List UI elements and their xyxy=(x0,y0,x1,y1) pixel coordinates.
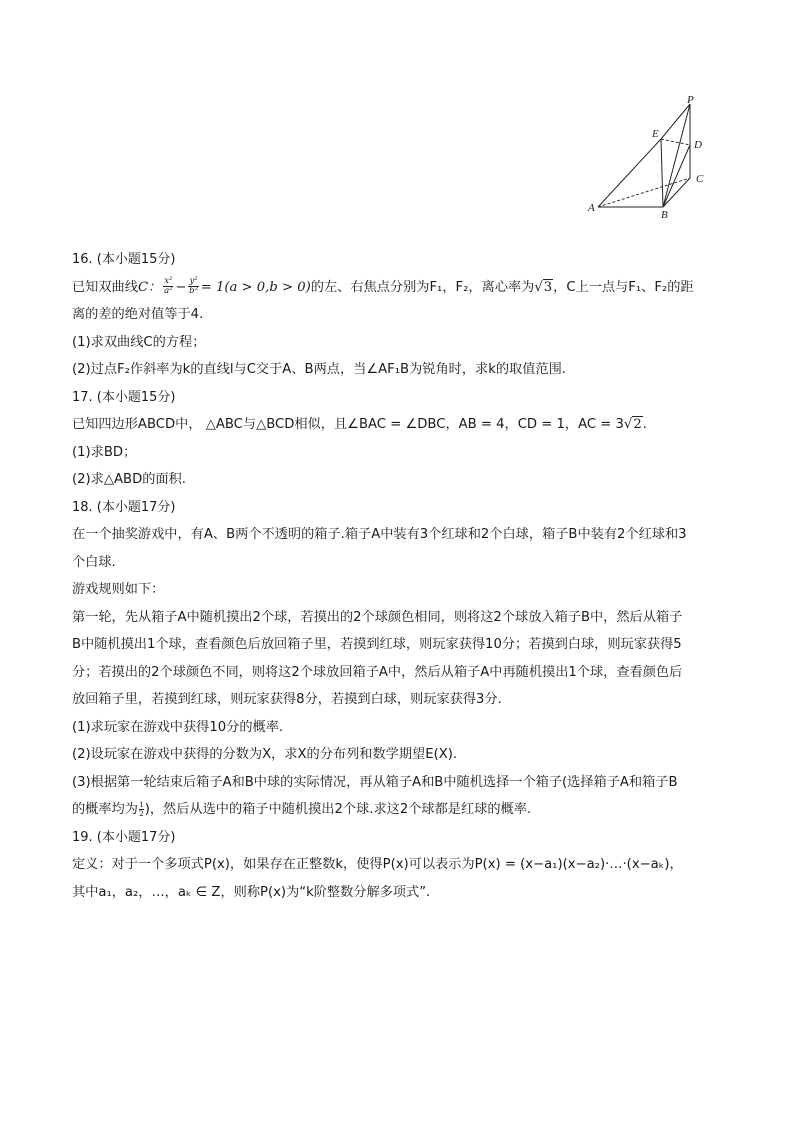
p17-stem-a: 已知四边形ABCD中， △ABC与△BCD相似，且∠BAC = ∠DBC，AB = 4，CD = 1，AC = 3 xyxy=(72,417,624,432)
p16-curve-name: C： xyxy=(137,279,162,295)
p16-sqrt: √3 xyxy=(534,279,553,295)
label-C: C xyxy=(696,173,704,185)
problem-18-line7: 放回箱子里，若摸到红球，则玩家获得8分，若摸到白球，则玩家获得3分. xyxy=(72,692,502,707)
problem-17-q1: (1)求BD； xyxy=(72,444,137,460)
problem-content xyxy=(72,246,724,906)
problem-18-q2: (2)设玩家在游戏中获得的分数为X，求X的分布列和数学期望E(X). xyxy=(72,747,458,762)
p16-minus: − xyxy=(175,279,187,295)
p17-sqrt: √2 xyxy=(623,417,642,432)
p18-q3-c: )，然后从选中的箱子中随机摸出2个球.求这2个球都是红球的概率. xyxy=(144,802,532,817)
p18-q3-b: 的概率均为 xyxy=(72,802,138,817)
problem-18-q1: (1)求玩家在游戏中获得10分的概率. xyxy=(72,719,284,735)
problem-18-header: 18. (本小题17分) xyxy=(72,499,176,515)
label-A: A xyxy=(588,202,595,214)
p16-stem-a: 已知双曲线 xyxy=(72,279,138,295)
problem-16-stem xyxy=(72,274,724,302)
p16-frac-y-num: y² xyxy=(189,276,198,286)
problem-19-line2: 其中a₁，a₂，…，aₖ ∈ Z，则称P(x)为“k阶整数分解多项式”. xyxy=(72,884,431,900)
p17-stem-end: . xyxy=(642,417,647,432)
p18-q3-frac-num: 1 xyxy=(138,799,144,809)
problem-18-q3-line2 xyxy=(72,796,724,824)
problem-18-q3-line1: (3)根据第一轮结束后箱子A和B中球的实际情况，再从箱子A和B中随机选择一个箱子(选择箱子A和箱子B xyxy=(72,774,678,790)
problem-17-q2: (2)求△ABD的面积. xyxy=(72,472,186,487)
p17-sqrt-value: 2 xyxy=(633,417,642,432)
problem-18-line4: 第一轮，先从箱子A中随机摸出2个球，若摸出的2个球颜色相同，则将这2个球放入箱子B中，然后从箱子 xyxy=(72,609,683,625)
problem-19-header: 19. (本小题17分) xyxy=(72,829,176,845)
p16-frac-y xyxy=(188,277,198,296)
p16-equation: = 1(a > 0,b > 0) xyxy=(200,279,311,295)
problem-18-line5: B中随机摸出1个球，查看颜色后放回箱子里，若摸到红球，则玩家获得10分；若摸到白球，则玩家获得5 xyxy=(72,637,682,652)
p18-q3-frac xyxy=(139,801,144,818)
problem-16-header: 16. (本小题15分) xyxy=(72,252,176,267)
p16-frac-x xyxy=(163,277,173,296)
p18-q3-frac-den: 2 xyxy=(138,808,144,818)
problem-17-stem xyxy=(72,411,724,439)
problem-18-line1: 在一个抽奖游戏中，有A、B两个不透明的箱子.箱子A中装有3个红球和2个白球，箱子B中装有2个红球和3 xyxy=(72,527,687,542)
problem-16-q2: (2)过点F₂作斜率为k的直线l与C交于A、B两点，当∠AF₁B为锐角时，求k的取值范围. xyxy=(72,362,566,377)
geometry-figure xyxy=(586,94,716,218)
problem-16-stem-line2: 离的差的绝对值等于4. xyxy=(72,307,204,322)
p16-sqrt-value: 3 xyxy=(543,279,553,295)
problem-16-q1: (1)求双曲线C的方程； xyxy=(72,334,206,350)
problem-18-line2: 个白球. xyxy=(72,554,116,570)
problem-18-line6: 分；若摸出的2个球颜色不同，则将这2个球放回箱子A中，然后从箱子A中再随机摸出1个球，查看颜色后 xyxy=(72,664,683,680)
label-D: D xyxy=(694,139,702,151)
label-E: E xyxy=(652,128,659,140)
problem-18-line3: 游戏规则如下： xyxy=(72,582,165,597)
problem-17-header: 17. (本小题15分) xyxy=(72,389,176,405)
label-P: P xyxy=(687,94,694,106)
p16-frac-x-den: a² xyxy=(164,286,173,296)
p16-stem-b: 的左、右焦点分别为F₁，F₂，离心率为 xyxy=(310,279,535,295)
p16-stem-c: ，C上一点与F₁、F₂的距 xyxy=(553,279,694,295)
p16-frac-y-den: b² xyxy=(189,286,199,296)
label-B: B xyxy=(661,209,668,218)
problem-19-line1: 定义：对于一个多项式P(x)，如果存在正整数k，使得P(x)可以表示为P(x) = (x−a₁)(x−a₂)·…·(x−aₖ)， xyxy=(72,857,683,872)
p16-frac-x-num: x² xyxy=(164,276,173,286)
